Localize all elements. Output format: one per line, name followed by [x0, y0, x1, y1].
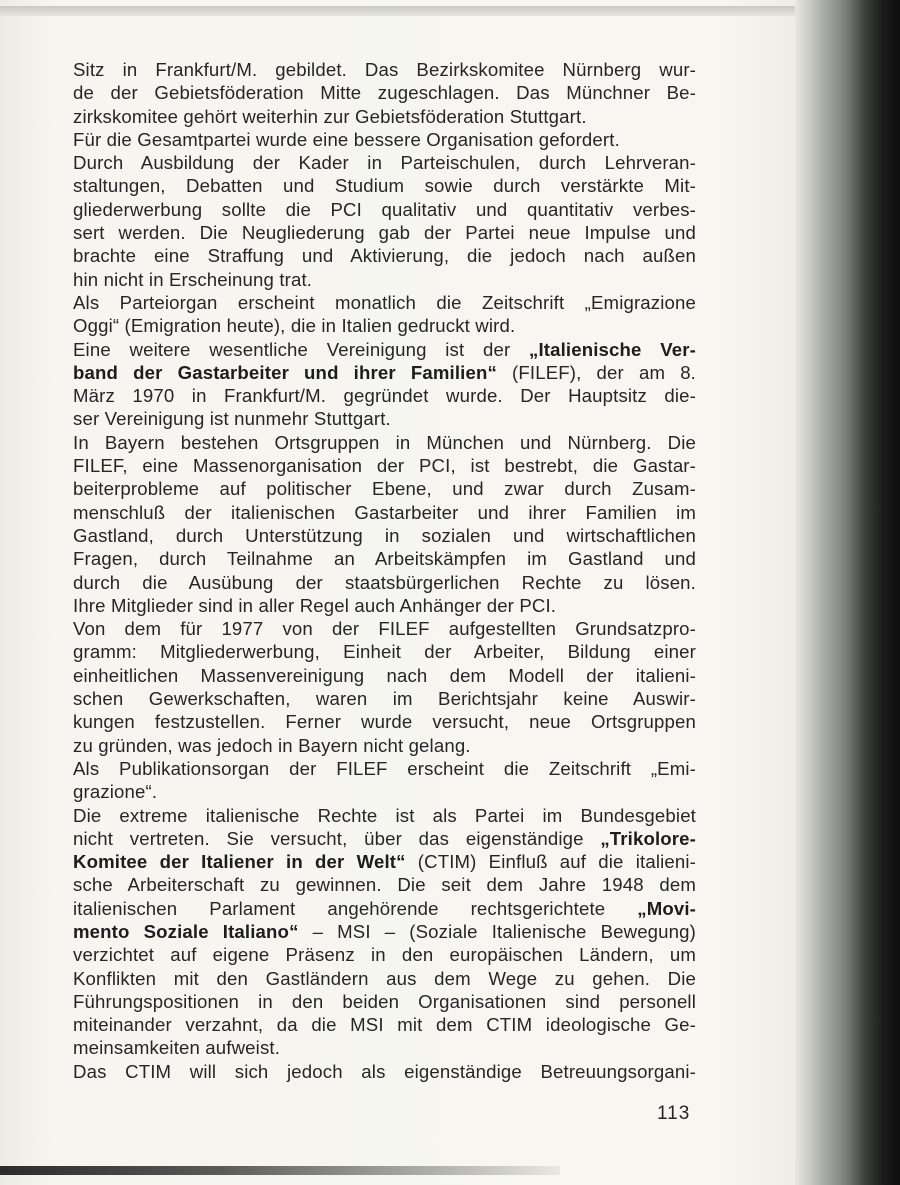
text-line: [73, 524, 696, 547]
text-line: [73, 897, 696, 920]
text-line: [73, 617, 696, 640]
text-line: [73, 338, 696, 361]
text-run: de der Gebietsföderation Mitte zugeschlagen. Das Münchner Be-: [73, 82, 696, 104]
page-top-edge: [0, 6, 900, 16]
text-line: [73, 920, 696, 943]
text-line: [73, 501, 696, 524]
text-run: Ihre Mitglieder sind in aller Regel auch Anhänger der PCI.: [73, 594, 557, 616]
text-run: schen Gewerkschaften, waren im Berichtsjahr keine Auswir-: [73, 688, 696, 710]
text-line: [73, 174, 696, 197]
text-line: [73, 454, 696, 477]
text-run: nicht vertreten. Sie versucht, über das eigenständige: [73, 827, 601, 849]
text-run: Für die Gesamtpartei wurde eine bessere Organisation gefordert.: [73, 128, 620, 150]
text-run: italienischen Parlament angehörende rechtsgerichtete: [73, 897, 638, 919]
text-line: [73, 198, 696, 221]
text-line: [73, 221, 696, 244]
text-line: [73, 873, 696, 896]
book-binding-shadow: [795, 0, 900, 1185]
text-line: [73, 1036, 696, 1059]
text-run: Oggi“ (Emigration heute), die in Italien gedruckt wird.: [73, 315, 516, 337]
text-line: [73, 314, 696, 337]
text-line: [73, 268, 696, 291]
text-line: [73, 547, 696, 570]
body-text: [73, 58, 696, 1083]
text-run: einheitlichen Massenvereinigung nach dem Modell der italieni-: [73, 664, 696, 686]
text-run: Sitz in Frankfurt/M. gebildet. Das Bezirkskomitee Nürnberg wur-: [73, 59, 696, 80]
text-line: [73, 151, 696, 174]
text-line: [73, 710, 696, 733]
text-line: [73, 687, 696, 710]
text-line: [73, 967, 696, 990]
text-line: [73, 571, 696, 594]
text-run: hin nicht in Erscheinung trat.: [73, 268, 313, 290]
text-run: beiterprobleme auf politischer Ebene, und zwar durch Zusam-: [73, 478, 696, 500]
text-line: [73, 81, 696, 104]
text-run: brachte eine Straffung und Aktivierung, die jedoch nach außen: [73, 245, 696, 267]
text-run: FILEF, eine Massenorganisation der PCI, ist bestrebt, die Gastar-: [73, 455, 696, 477]
text-run: – MSI – (Soziale Italienische Bewegung): [298, 920, 696, 942]
text-run: Das CTIM will sich jedoch als eigenständige Betreuungsorgani-: [73, 1060, 696, 1082]
bold-term: „Trikolore-: [600, 827, 696, 849]
page-number: 113: [657, 1103, 691, 1124]
text-run: Als Parteiorgan erscheint monatlich die Zeitschrift „Emigrazione: [73, 291, 696, 313]
text-run: (FILEF), der am 8.: [496, 361, 696, 383]
text-run: miteinander verzahnt, da die MSI mit dem CTIM ideologische Ge-: [73, 1014, 696, 1036]
text-line: [73, 594, 696, 617]
text-line: [73, 105, 696, 128]
text-line: [73, 431, 696, 454]
page-bottom-edge: [0, 1166, 560, 1175]
text-line: [73, 990, 696, 1013]
text-line: [73, 1013, 696, 1036]
text-run: verzichtet auf eigene Präsenz in den europäischen Ländern, um: [73, 944, 696, 966]
text-line: [73, 384, 696, 407]
text-line: [73, 291, 696, 314]
text-run: Als Publikationsorgan der FILEF erscheint die Zeitschrift „Emi-: [73, 757, 696, 779]
text-run: ser Vereinigung ist nunmehr Stuttgart.: [73, 408, 391, 430]
text-run: Durch Ausbildung der Kader in Parteischulen, durch Lehrveran-: [73, 152, 696, 174]
text-run: Die extreme italienische Rechte ist als Partei im Bundesgebiet: [73, 804, 696, 826]
text-line: [73, 128, 696, 151]
text-run: Führungspositionen in den beiden Organisationen sind personell: [73, 990, 696, 1012]
bold-term: „Movi-: [637, 897, 696, 919]
text-run: Fragen, durch Teilnahme an Arbeitskämpfen im Gastland und: [73, 548, 696, 570]
text-line: [73, 827, 696, 850]
bold-term: Komitee der Italiener in der Welt“: [73, 851, 406, 873]
text-line: [73, 757, 696, 780]
text-run: gliederwerbung sollte die PCI qualitativ und quantitativ verbes-: [73, 198, 696, 220]
bold-term: mento Soziale Italiano“: [73, 920, 299, 942]
text-line: [73, 58, 696, 81]
text-line: [73, 477, 696, 500]
text-line: [73, 244, 696, 267]
text-line: [73, 734, 696, 757]
text-run: kungen festzustellen. Ferner wurde versucht, neue Ortsgruppen: [73, 711, 696, 733]
text-line: [73, 780, 696, 803]
text-run: sert werden. Die Neugliederung gab der Partei neue Impulse und: [73, 222, 696, 244]
text-line: [73, 407, 696, 430]
text-line: [73, 361, 696, 384]
text-run: In Bayern bestehen Ortsgruppen in München und Nürnberg. Die: [73, 431, 696, 453]
text-run: grazione“.: [73, 781, 158, 803]
text-run: Eine weitere wesentliche Vereinigung ist der: [73, 338, 530, 360]
text-line: [73, 804, 696, 827]
text-line: [73, 1060, 696, 1083]
text-run: Konflikten mit den Gastländern aus dem Wege zu gehen. Die: [73, 967, 696, 989]
text-line: [73, 640, 696, 663]
bold-term: band der Gastarbeiter und ihrer Familien“: [73, 361, 497, 383]
text-run: gramm: Mitgliederwerbung, Einheit der Arbeiter, Bildung einer: [73, 641, 696, 663]
text-run: (CTIM) Einfluß auf die italieni-: [405, 851, 696, 873]
text-run: Von dem für 1977 von der FILEF aufgestellten Grundsatzpro-: [73, 618, 696, 640]
text-line: [73, 943, 696, 966]
text-run: sche Arbeiterschaft zu gewinnen. Die seit dem Jahre 1948 dem: [73, 874, 696, 896]
text-run: meinsamkeiten aufweist.: [73, 1037, 281, 1059]
text-run: durch die Ausübung der staatsbürgerlichen Rechte zu lösen.: [73, 571, 696, 593]
bold-term: „Italienische Ver-: [529, 338, 696, 360]
text-line: [73, 664, 696, 687]
text-run: zu gründen, was jedoch in Bayern nicht gelang.: [73, 734, 471, 756]
text-run: März 1970 in Frankfurt/M. gegründet wurde. Der Hauptsitz die-: [73, 385, 696, 407]
text-run: staltungen, Debatten und Studium sowie durch verstärkte Mit-: [73, 175, 696, 197]
text-run: Gastland, durch Unterstützung in sozialen und wirtschaftlichen: [73, 524, 696, 546]
text-run: zirkskomitee gehört weiterhin zur Gebietsföderation Stuttgart.: [73, 105, 587, 127]
text-line: [73, 850, 696, 873]
text-run: menschluß der italienischen Gastarbeiter und ihrer Familien im: [73, 501, 696, 523]
